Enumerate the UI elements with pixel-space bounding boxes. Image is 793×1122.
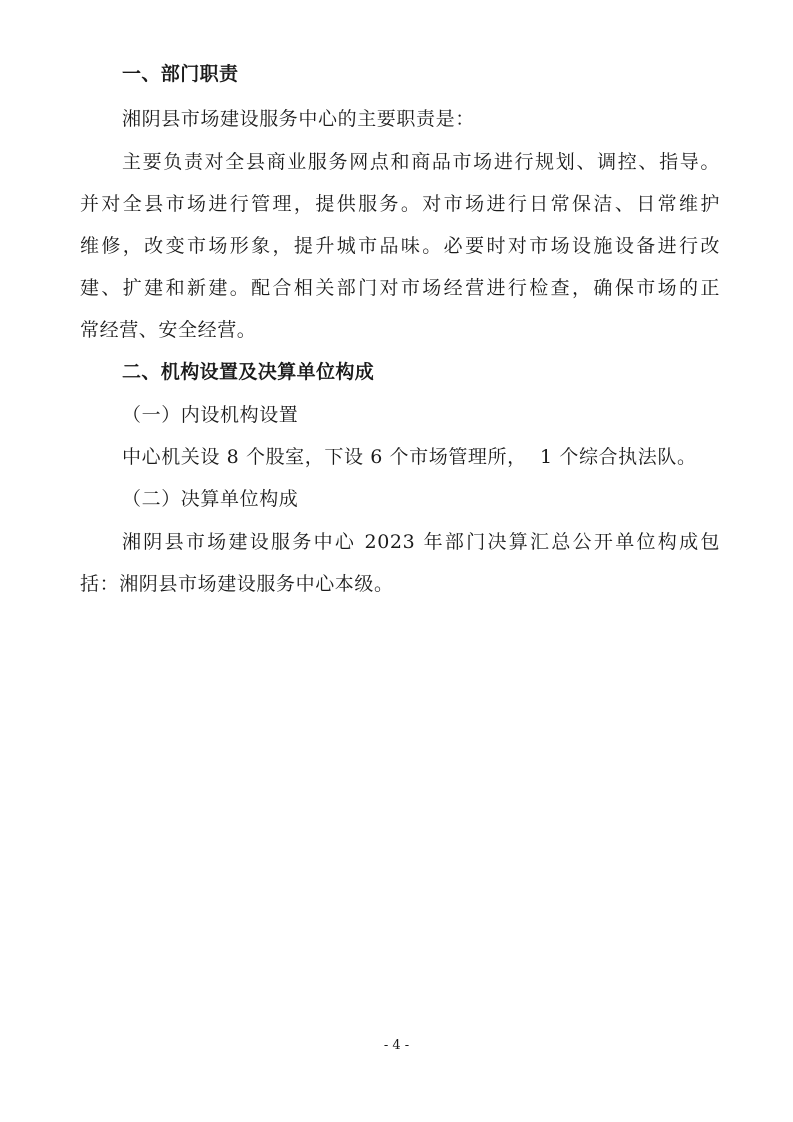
section1-para-line-4: 建、扩建和新建。配合相关部门对市场经营进行检查，确保市场的正	[80, 277, 720, 299]
subsection2-line-2: 括：湘阴县市场建设服务中心本级。	[80, 573, 394, 595]
section1-para-line-1: 主要负责对全县商业服务网点和商品市场进行规划、调控、指导。	[122, 151, 720, 173]
section2-heading: 二、机构设置及决算单位构成	[122, 361, 375, 383]
section1-para-line-2: 并对全县市场进行管理，提供服务。对市场进行日常保洁、日常维护	[80, 193, 720, 215]
section1-para-line-3: 维修，改变市场形象，提升城市品味。必要时对市场设施设备进行改	[80, 235, 720, 257]
subsection2-line-1: 湘阴县市场建设服务中心 2023 年部门决算汇总公开单位构成包	[122, 531, 720, 553]
subsection1-text: 中心机关设 8 个股室，下设 6 个市场管理所， 1 个综合执法队。	[122, 446, 697, 468]
subsection2-title: （二）决算单位构成	[122, 488, 299, 510]
page-number: - 4 -	[383, 1038, 410, 1053]
subsection1-title: （一）内设机构设置	[122, 404, 299, 426]
section1-para-line-5: 常经营、安全经营。	[80, 319, 257, 341]
section1-heading: 一、部门职责	[122, 63, 239, 85]
section1-intro: 湘阴县市场建设服务中心的主要职责是：	[122, 108, 475, 130]
